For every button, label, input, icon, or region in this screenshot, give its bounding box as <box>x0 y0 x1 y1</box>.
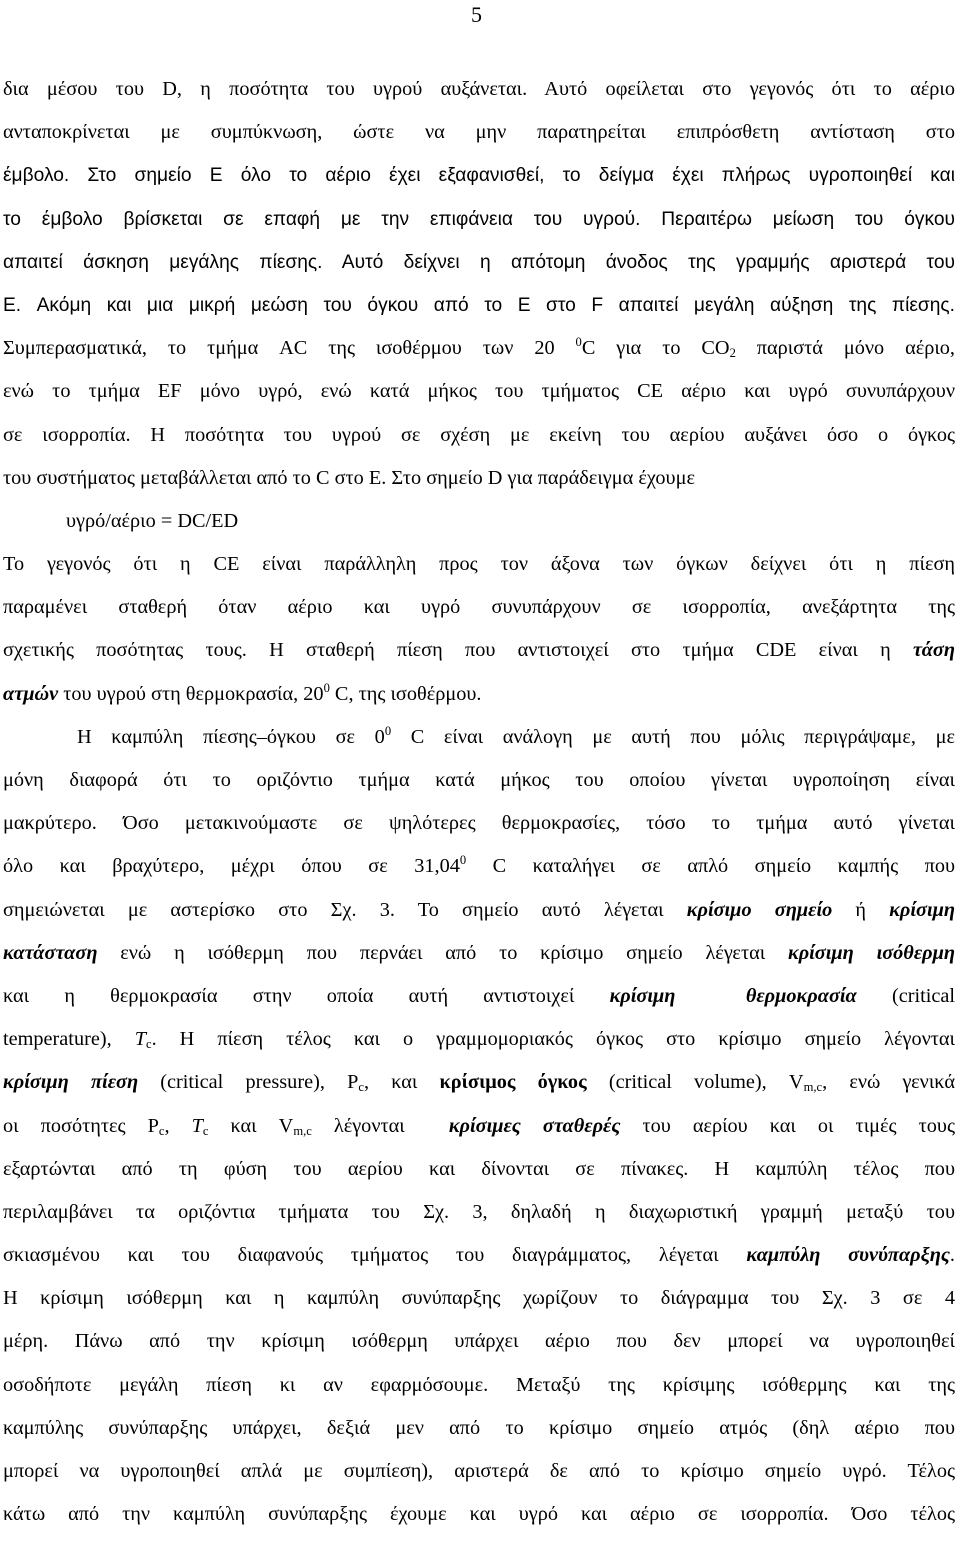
text-line: το έμβολο βρίσκεται σε επαφή με την επιφάνεια του υγρού. Περαιτέρω μείωση του όγκου <box>3 208 955 230</box>
term-emphasis: κατάσταση <box>3 941 98 964</box>
document-body <box>3 68 955 1536</box>
subscript: m,c <box>803 1080 823 1095</box>
subscript: c <box>202 1123 209 1138</box>
text-line: ατμών του υγρού στη θερμοκρασία, $20^0$ C, της ισοθέρμου. <box>3 680 482 705</box>
text-line: του συστήματος μεταβάλλεται από το C στο E. Στο σημείο D για παράδειγμα έχουμε <box>3 466 695 489</box>
text-line: οι ποσότητες $P_c$, $T_c$ και $V_{m,c}$ λέγονται κρίσιμες σταθερές του αερίου και οι τιμές τους <box>3 1114 955 1138</box>
text-line: temperature), $T_c$. Η πίεση τέλος και ο γραμμομοριακός όγκος στο κρίσιμο σημείο λέγονται <box>3 1028 955 1052</box>
term-bold: κρίσιμος όγκος <box>439 1071 587 1094</box>
text-line: παραμένει σταθερή όταν αέριο και υγρό συνυπάρχουν σε ισορροπία, ανεξάρτητα της <box>3 596 955 619</box>
text-line: Συμπερασματικά, το τμήμα AC της ισοθέρμου των 20 $^0$C για το $CO_2$ παριστά μόνο αέριο, <box>3 334 955 361</box>
term-emphasis: κρίσιμη πίεση <box>3 1071 139 1094</box>
term-emphasis: καμπύλη συνύπαρξης <box>746 1244 950 1267</box>
term-emphasis: κρίσιμες σταθερές <box>448 1114 621 1137</box>
text-line: κάτω από την καμπύλη συνύπαρξης έχουμε και υγρό και αέριο σε ισορροπία. Όσο τέλος <box>3 1503 955 1526</box>
text-line: όλο και βραχύτερο, μέχρι όπου σε 31,04$^0$ C καταλήγει σε απλό σημείο καμπής που <box>3 853 956 878</box>
text-line: Η καμπύλη πίεσης–όγκου σε $0^0$ C είναι ανάλογη με αυτή που μόλις περιγράψαμε, με <box>77 723 955 748</box>
text-line: καμπύλης συνύπαρξης υπάρχει, δεξιά μεν από το κρίσιμο σημείο ατμός (δηλ αέριο που <box>3 1416 955 1439</box>
text-line: σε ισορροπία. Η ποσότητα του υγρού σε σχέση με εκείνη του αερίου αυξάνει όσο ο όγκος <box>3 423 955 446</box>
text-line: ενώ το τμήμα EF μόνο υγρό, ενώ κατά μήκος του τμήματος CE αέριο και υγρό συνυπάρχουν <box>3 380 955 403</box>
text-line: ανταποκρίνεται με συμπύκνωση, ώστε να μην παρατηρείται επιπρόσθετη αντίσταση στο <box>3 121 955 144</box>
text-line: Το γεγονός ότι η CE είναι παράλληλη προς τον άξονα των όγκων δείχνει ότι η πίεση <box>3 553 955 576</box>
text-line: σημειώνεται με αστερίσκο στο Σχ. 3. Το σημείο αυτό λέγεται κρίσιμο σημείο ή κρίσιμη <box>3 898 955 921</box>
text-line: μπορεί να υγροποιηθεί απλά με συμπίεση), αριστερά δε από το κρίσιμο σημείο υγρό. Τέλος <box>3 1460 955 1482</box>
text-line: μέρη. Πάνω από την κρίσιμη ισόθερμη υπάρχει αέριο που δεν μπορεί να υγροποιηθεί <box>3 1330 955 1353</box>
term-emphasis: κρίσιμη ισόθερμη <box>787 941 955 964</box>
text-line: σχετικής ποσότητας τους. Η σταθερή πίεση που αντιστοιχεί στο τμήμα CDE είναι η τάση <box>3 639 955 662</box>
term-emphasis: κρίσιμη <box>889 898 955 921</box>
term-emphasis: θερμοκρασία <box>745 984 857 1007</box>
superscript: 0 <box>323 680 330 695</box>
superscript: 0 <box>575 334 582 349</box>
text-line: έμβολο. Στο σημείο E όλο το αέριο έχει εξαφανισθεί, το δείγμα έχει πλήρως υγροποιηθεί και <box>3 165 955 187</box>
term-emphasis: κρίσιμο σημείο <box>686 898 833 921</box>
text-line: E. Ακόμη και μια μικρή μεώση του όγκου από το E στο F απαιτεί μεγάλη αύξηση της πίεσης. <box>3 294 955 316</box>
subscript: 2 <box>729 346 736 361</box>
text-line: μόνη διαφορά ότι το οριζόντιο τμήμα κατά μήκος του οποίου γίνεται υγροποίηση είναι <box>3 769 955 791</box>
subscript: c <box>358 1080 364 1095</box>
text-line: περιλαμβάνει τα οριζόντια τμήματα του Σχ. 3, δηλαδή η διαχωριστική γραμμή μεταξύ του <box>3 1200 955 1223</box>
text-line: απαιτεί άσκηση μεγάλης πίεσης. Αυτό δείχνει η απότομη άνοδος της γραμμής αριστερά του <box>3 251 955 273</box>
text-line: οσοδήποτε μεγάλη πίεση κι αν εφαρμόσουμε. Μεταξύ της κρίσιμης ισόθερμης και της <box>3 1373 955 1396</box>
text-line: δια μέσου του D, η ποσότητα του υγρού αυξάνεται. Αυτό οφείλεται στο γεγονός ότι το αέριο <box>3 78 955 100</box>
text-line: κρίσιμη πίεση (critical pressure), $P_c$, και κρίσιμος όγκος (critical volume), $V_{m,c}$, ενώ γενικά <box>3 1071 955 1095</box>
text-line: Η κρίσιμη ισόθερμη και η καμπύλη συνύπαρξης χωρίζουν το διάγραμμα του Σχ. 3 σε 4 <box>3 1287 955 1310</box>
superscript: 0 <box>459 853 467 868</box>
subscript: c <box>145 1037 152 1052</box>
subscript: m,c <box>293 1123 312 1138</box>
subscript: c <box>158 1123 165 1138</box>
term-emphasis: κρίσιμη <box>609 984 676 1007</box>
term-emphasis: ατμών <box>3 682 59 705</box>
superscript: 0 <box>384 723 392 738</box>
text-line: και η θερμοκρασία στην οποία αυτή αντιστοιχεί κρίσιμη θερμοκρασία (critical <box>3 984 956 1007</box>
text-line: σκιασμένου και του διαφανούς τμήματος του διαγράμματος, λέγεται καμπύλη συνύπαρξης. <box>3 1244 955 1267</box>
text-line: εξαρτώνται από τη φύση του αερίου και δίνονται σε πίνακες. Η καμπύλη τέλος που <box>3 1157 955 1180</box>
page-number: 5 <box>471 2 482 27</box>
text-line: μακρύτερο. Όσο μετακινούμαστε σε ψηλότερες θερμοκρασίες, τόσο το τμήμα αυτό γίνεται <box>3 812 955 835</box>
text-line: κατάσταση ενώ η ισόθερμη που περνάει από το κρίσιμο σημείο λέγεται κρίσιμη ισόθερμη <box>3 941 955 964</box>
term-emphasis: τάση <box>913 639 955 662</box>
formula-line: υγρό/αέριο = DC/ED <box>66 509 239 532</box>
